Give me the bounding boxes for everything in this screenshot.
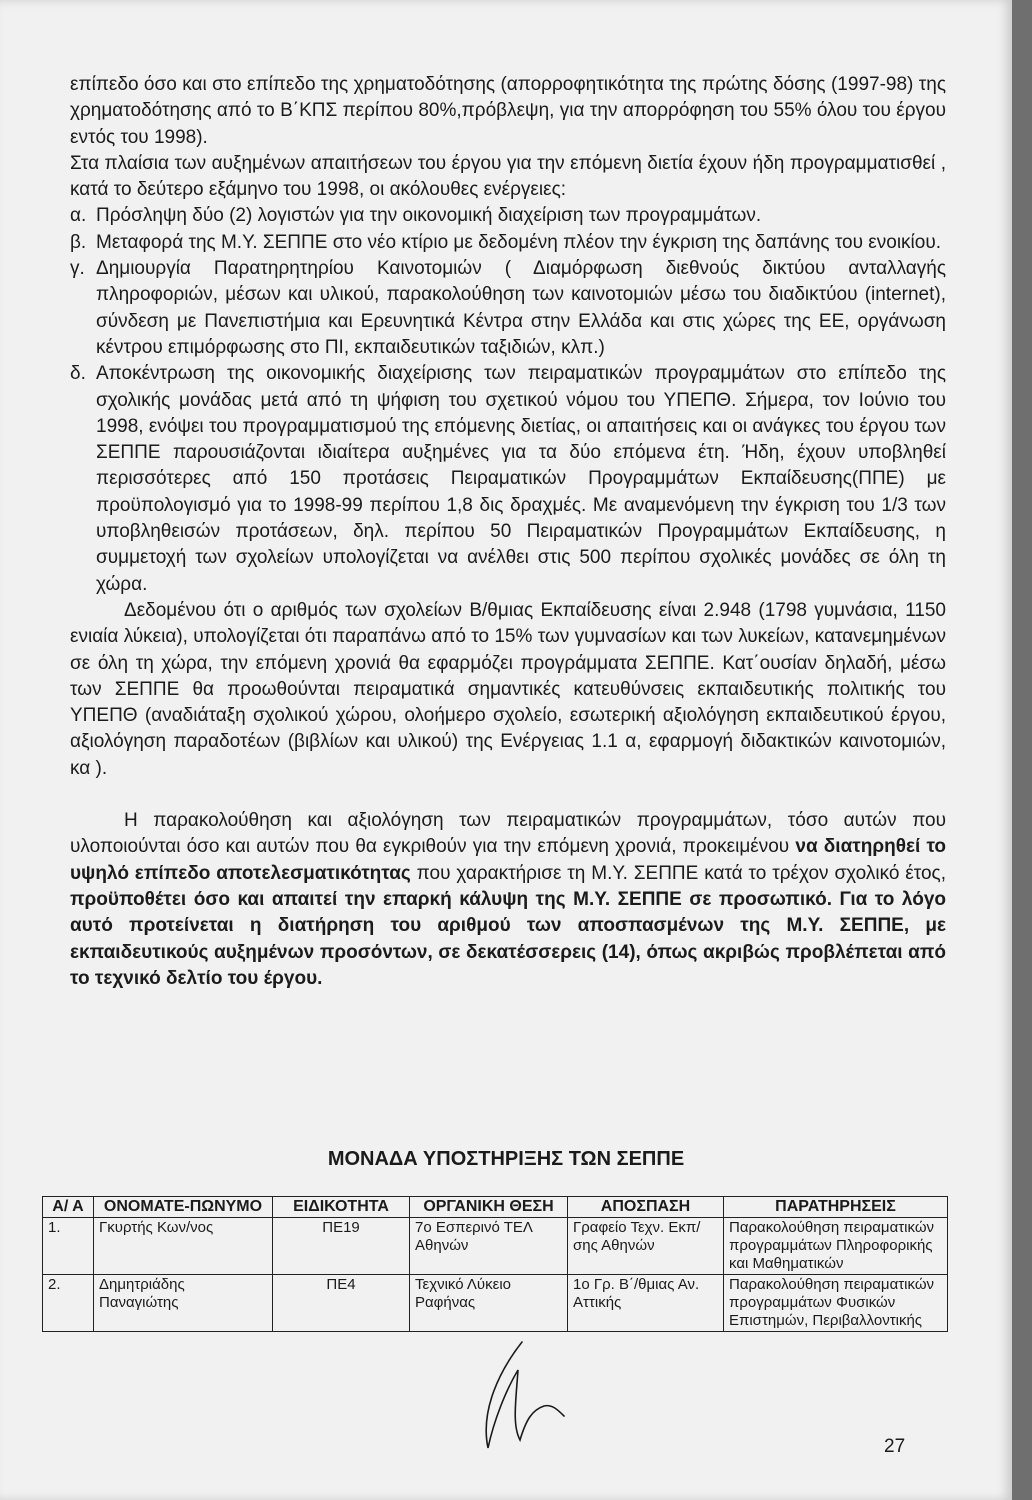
cell-aa: 1.: [43, 1218, 94, 1275]
list-item-label: β.: [70, 231, 87, 253]
cell-notes: Παρακολούθηση πειραματικών προγραμμάτων Φυσικών Επιστημών, Περιβαλλοντικής: [724, 1275, 948, 1332]
list-item: [70, 256, 946, 361]
cell-organic-position: Τεχνικό Λύκειο Ραφήνας: [410, 1275, 568, 1332]
list-item-label: δ.: [70, 363, 86, 385]
list-item-text: Μεταφορά της Μ.Υ. ΣΕΠΠΕ στο νέο κτίριο με δεδομένη πλέον την έγκριση της δαπάνης του ενοικίου.: [96, 231, 942, 253]
monitoring-bold-1: να διατηρηθεί το υψηλό επίπεδο αποτελεσματικότητας: [70, 836, 947, 884]
header-aa: Α/ Α: [43, 1197, 94, 1218]
cell-secondment: 1ο Γρ. Β΄/θμιας Αν. Αττικής: [568, 1275, 724, 1332]
monitoring-bold-2: προϋποθέτει όσο και απαιτεί την επαρκή κάλυψη της Μ.Υ. ΣΕΠΠΕ σε προσωπικό. Για το λόγο αυτό προτείνεται η διατήρηση του αριθμού των αποσπασμένων της Μ.Υ. ΣΕΠΠΕ, με εκπαιδευτικούς αυξημένων προσόντων, σε δεκατέσσερεις (14), όπως ακριβώς προβλέπεται από το τεχνικό δελτίο του έργου.: [70, 888, 946, 989]
list-item: [70, 361, 946, 598]
monitoring-text-2: που χαρακτήρισε τη Μ.Υ. ΣΕΠΠΕ κατά το τρέχον σχολικό έτος,: [410, 862, 946, 884]
list-item-text: Δημιουργία Παρατηρητηρίου Καινοτομιών ( Διαμόρφωση διεθνούς δικτύου ανταλλαγής πληροφοριών, μέσων και υλικού, παρακολούθηση των καινοτομιών μέσω του διαδικτύου (internet), σύνδεση με Πανεπιστήμια και Ερευνητικά Κέντρα στην Ελλάδα και στις χώρες της ΕΕ, οργάνωση κέντρου επιμόρφωσης στο ΠΙ, εκπαιδευτικών ταξιδιών, κλπ.): [96, 258, 946, 358]
header-specialty: ΕΙΔΙΚΟΤΗΤΑ: [273, 1197, 410, 1218]
paragraph-monitoring: [70, 808, 946, 992]
table-row: [43, 1218, 948, 1275]
cell-notes: Παρακολούθηση πειραματικών προγραμμάτων Πληροφορικής και Μαθηματικών: [724, 1218, 948, 1275]
list-item-label: α.: [70, 205, 87, 227]
signature: [460, 1330, 570, 1460]
header-name: ΟΝΟΜΑΤΕ-ΠΩΝΥΜΟ: [94, 1197, 273, 1218]
header-organic-position: ΟΡΓΑΝΙΚΗ ΘΕΣΗ: [410, 1197, 568, 1218]
list-item: [70, 203, 946, 229]
cell-secondment: Γραφείο Τεχν. Εκπ/σης Αθηνών: [568, 1218, 724, 1275]
cell-aa: 2.: [43, 1275, 94, 1332]
body-text: [70, 72, 946, 992]
paragraph-planning: Στα πλαίσια των αυξημένων απαιτήσεων του έργου για την επόμενη διετία έχουν ήδη προγραμματισθεί , κατά το δεύτερο εξάμηνο του 1998, οι ακόλουθες ενέργειες:: [70, 152, 946, 201]
paragraph-intro: επίπεδο όσο και στο επίπεδο της χρηματοδότησης (απορροφητικότητα της πρώτης δόσης (1997-98) της χρηματοδότησης από το Β΄ΚΠΣ περίπου 80%,πρόβλεψη, για την απορρόφηση του 55% όλου του έργου εντός του 1998).: [70, 74, 946, 148]
header-notes: ΠΑΡΑΤΗΡΗΣΕΙΣ: [724, 1197, 948, 1218]
paragraph-schools: Δεδομένου ότι ο αριθμός των σχολείων Β/θμιας Εκπαίδευσης είναι 2.948 (1798 γυμνάσια, 1150 ενιαία λύκεια), υπολογίζεται ότι παραπάνω από το 15% των γυμνασίων και των λυκείων, κατανεμημένων σε όλη τη χώρα, την επόμενη χρονιά θα εφαρμόζει προγράμματα ΣΕΠΠΕ. Κατ΄ουσίαν δηλαδή, μέσω των ΣΕΠΠΕ θα προωθούνται πειραματικά σημαντικές κατευθύνσεις εκπαιδευτικής πολιτικής του ΥΠΕΠΘ (αναδιάταξη σχολικού χώρου, ολοήμερο σχολείο, εσωτερική αξιολόγηση εκπαιδευτικού έργου, αξιολόγηση παραδοτέων (βιβλίων και υλικού) της Ενέργειας 1.1 α, εφαρμογή διδακτικών καινοτομιών, κα ).: [70, 599, 946, 779]
monitoring-text-1: Η παρακολούθηση και αξιολόγηση των πειραματικών προγραμμάτων, τόσο αυτών που υλοποιούνται όσο και αυτών που θα εγκριθούν για την επόμενη χρονιά, προκειμένου: [70, 810, 946, 858]
list-item: [70, 230, 946, 256]
table-row: [43, 1275, 948, 1332]
list-item-label: γ.: [70, 258, 85, 280]
table-title: ΜΟΝΑΔΑ ΥΠΟΣΤΗΡΙΞΗΣ ΤΩΝ ΣΕΠΠΕ: [327, 1148, 685, 1170]
cell-specialty: ΠΕ4: [273, 1275, 410, 1332]
list-item-text: Αποκέντρωση της οικονομικής διαχείρισης των πειραματικών προγραμμάτων στο επίπεδο της σχολικής μονάδας μετά από τη ψήφιση του σχετικού νόμου του ΥΠΕΠΘ. Σήμερα, τον Ιούνιο του 1998, ενόψει του προγραμματισμού της επόμενης διετίας, οι απαιτήσεις και οι ανάγκες του έργου των ΣΕΠΠΕ παρουσιάζονται ιδιαίτερα αυξημένες για τα δύο επόμενα έτη. Ήδη, έχουν υποβληθεί περισσότερες από 150 προτάσεις Πειραματικών Προγραμμάτων Εκπαίδευσης(ΠΠΕ) με προϋπολογισμό για το 1998-99 περίπου 1,8 δις δραχμές. Με αναμενόμενη την έγκριση του 1/3 των υποβληθεισών προτάσεων, δηλ. περίπου 50 Πειραματικών Προγραμμάτων Εκπαίδευσης, η συμμετοχή των σχολείων υπολογίζεται να ανέλθει στις 500 περίπου σχολικές μονάδες σε όλη τη χώρα.: [96, 363, 946, 595]
table-header-row: [43, 1197, 948, 1218]
cell-name: Γκυρτής Κων/νος: [94, 1218, 273, 1275]
staff-table: [42, 1196, 948, 1332]
cell-name: Δημητριάδης Παναγιώτης: [94, 1275, 273, 1332]
list-item-text: Πρόσληψη δύο (2) λογιστών για την οικονομική διαχείριση των προγραμμάτων.: [96, 205, 762, 227]
page-number: 27: [884, 1436, 906, 1457]
header-secondment: ΑΠΟΣΠΑΣΗ: [568, 1197, 724, 1218]
cell-specialty: ΠΕ19: [273, 1218, 410, 1275]
cell-organic-position: 7ο Εσπερινό ΤΕΛ Αθηνών: [410, 1218, 568, 1275]
